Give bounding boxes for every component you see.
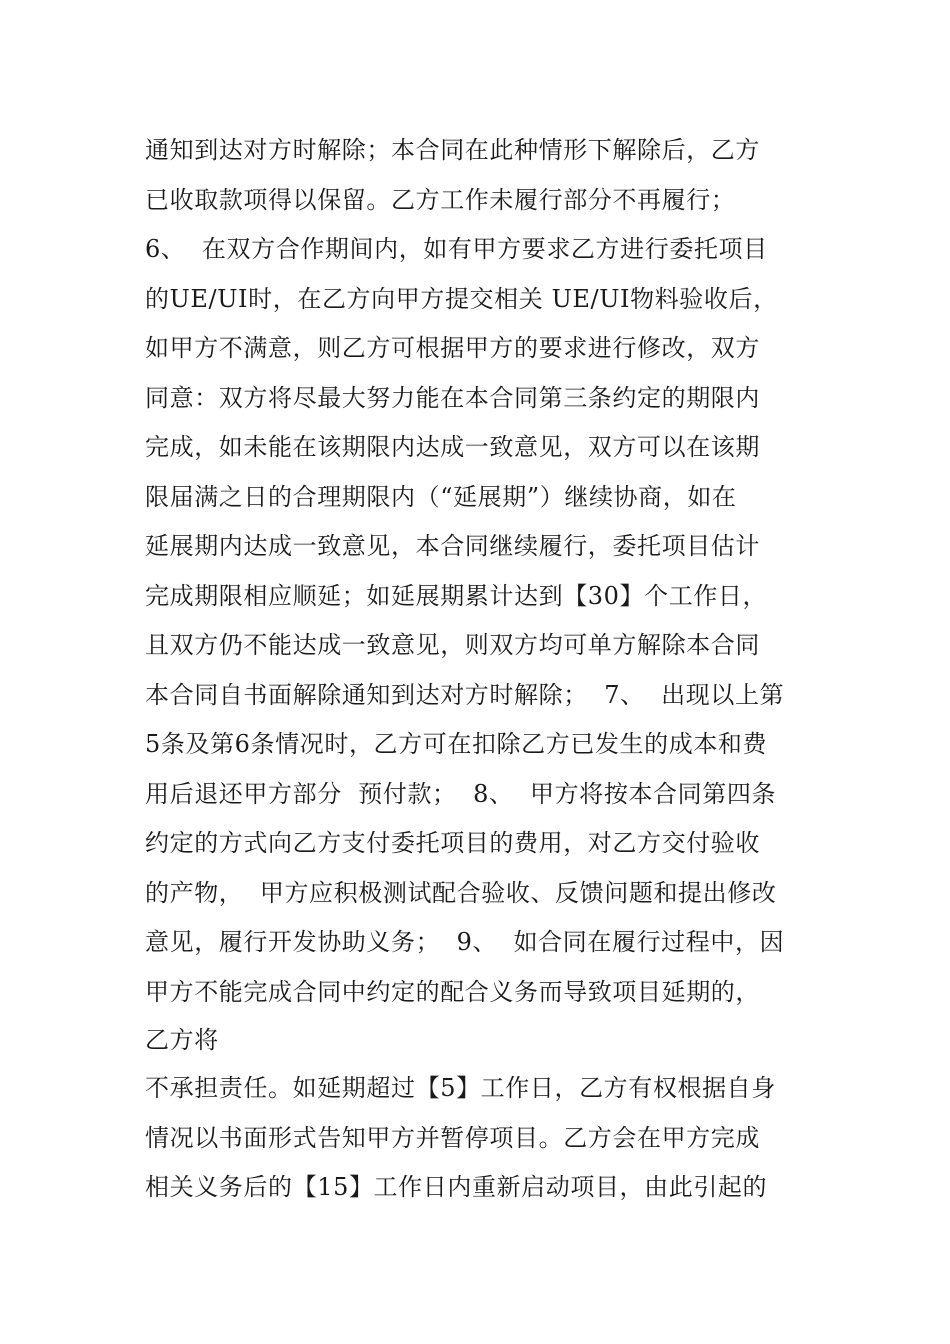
text-line: 6、 在双方合作期间内，如有甲方要求乙方进行委托项目 <box>145 235 768 263</box>
text-line: 情况以书面形式告知甲方并暂停项目。乙方会在甲方完成 <box>145 1123 760 1152</box>
text-line: 已收取款项得以保留。乙方工作未履行部分不再履行； <box>145 185 736 214</box>
text-line: 本合同自书面解除通知到达对方时解除； 7、 出现以上第 <box>145 680 785 709</box>
text-line: 且双方仍不能达成一致意见，则双方均可单方解除本合同 <box>145 631 760 659</box>
text-line: 意见，履行开发协助义务； 9、 如合同在履行过程中，因 <box>145 928 785 956</box>
text-line: 的UE/UI时，在乙方向甲方提交相关 UE/UI物料验收后， <box>145 284 778 313</box>
text-line: 不承担责任。如延期超过【5】工作日，乙方有权根据自身 <box>145 1074 776 1102</box>
text-line: 甲方不能完成合同中约定的配合义务而导致项目延期的， <box>145 977 760 1006</box>
text-line: 通知到达对方时解除；本合同在此种情形下解除后，乙方 <box>145 136 760 164</box>
text-line: 约定的方式向乙方支付委托项目的费用，对乙方交付验收 <box>145 829 760 857</box>
text-line: 完成期限相应顺延；如延展期累计达到【30】个工作日， <box>145 581 768 610</box>
text-line: 用后退还甲方部分 预付款； 8、 甲方将按本合同第四条 <box>145 779 777 808</box>
text-line: 的产物， 甲方应积极测试配合验收、反馈问题和提出修改 <box>145 878 777 907</box>
text-line: 完成，如未能在该期限内达成一致意见，双方可以在该期 <box>145 433 760 461</box>
text-line: 相关义务后的【15】工作日内重新启动项目，由此引起的 <box>145 1173 768 1201</box>
text-line: 限届满之日的合理期限内（“延展期”）继续协商，如在 <box>145 482 737 511</box>
text-line: 5条及第6条情况时，乙方可在扣除乙方已发生的成本和费 <box>145 730 768 758</box>
text-line: 乙方将 <box>145 1026 219 1054</box>
text-line: 延展期内达成一致意见，本合同继续履行，委托项目估计 <box>145 532 760 560</box>
contract-body-text <box>145 126 815 1213</box>
text-line: 如甲方不满意，则乙方可根据甲方的要求进行修改，双方 <box>145 334 760 362</box>
text-line: 同意：双方将尽最大努力能在本合同第三条约定的期限内 <box>145 383 760 412</box>
